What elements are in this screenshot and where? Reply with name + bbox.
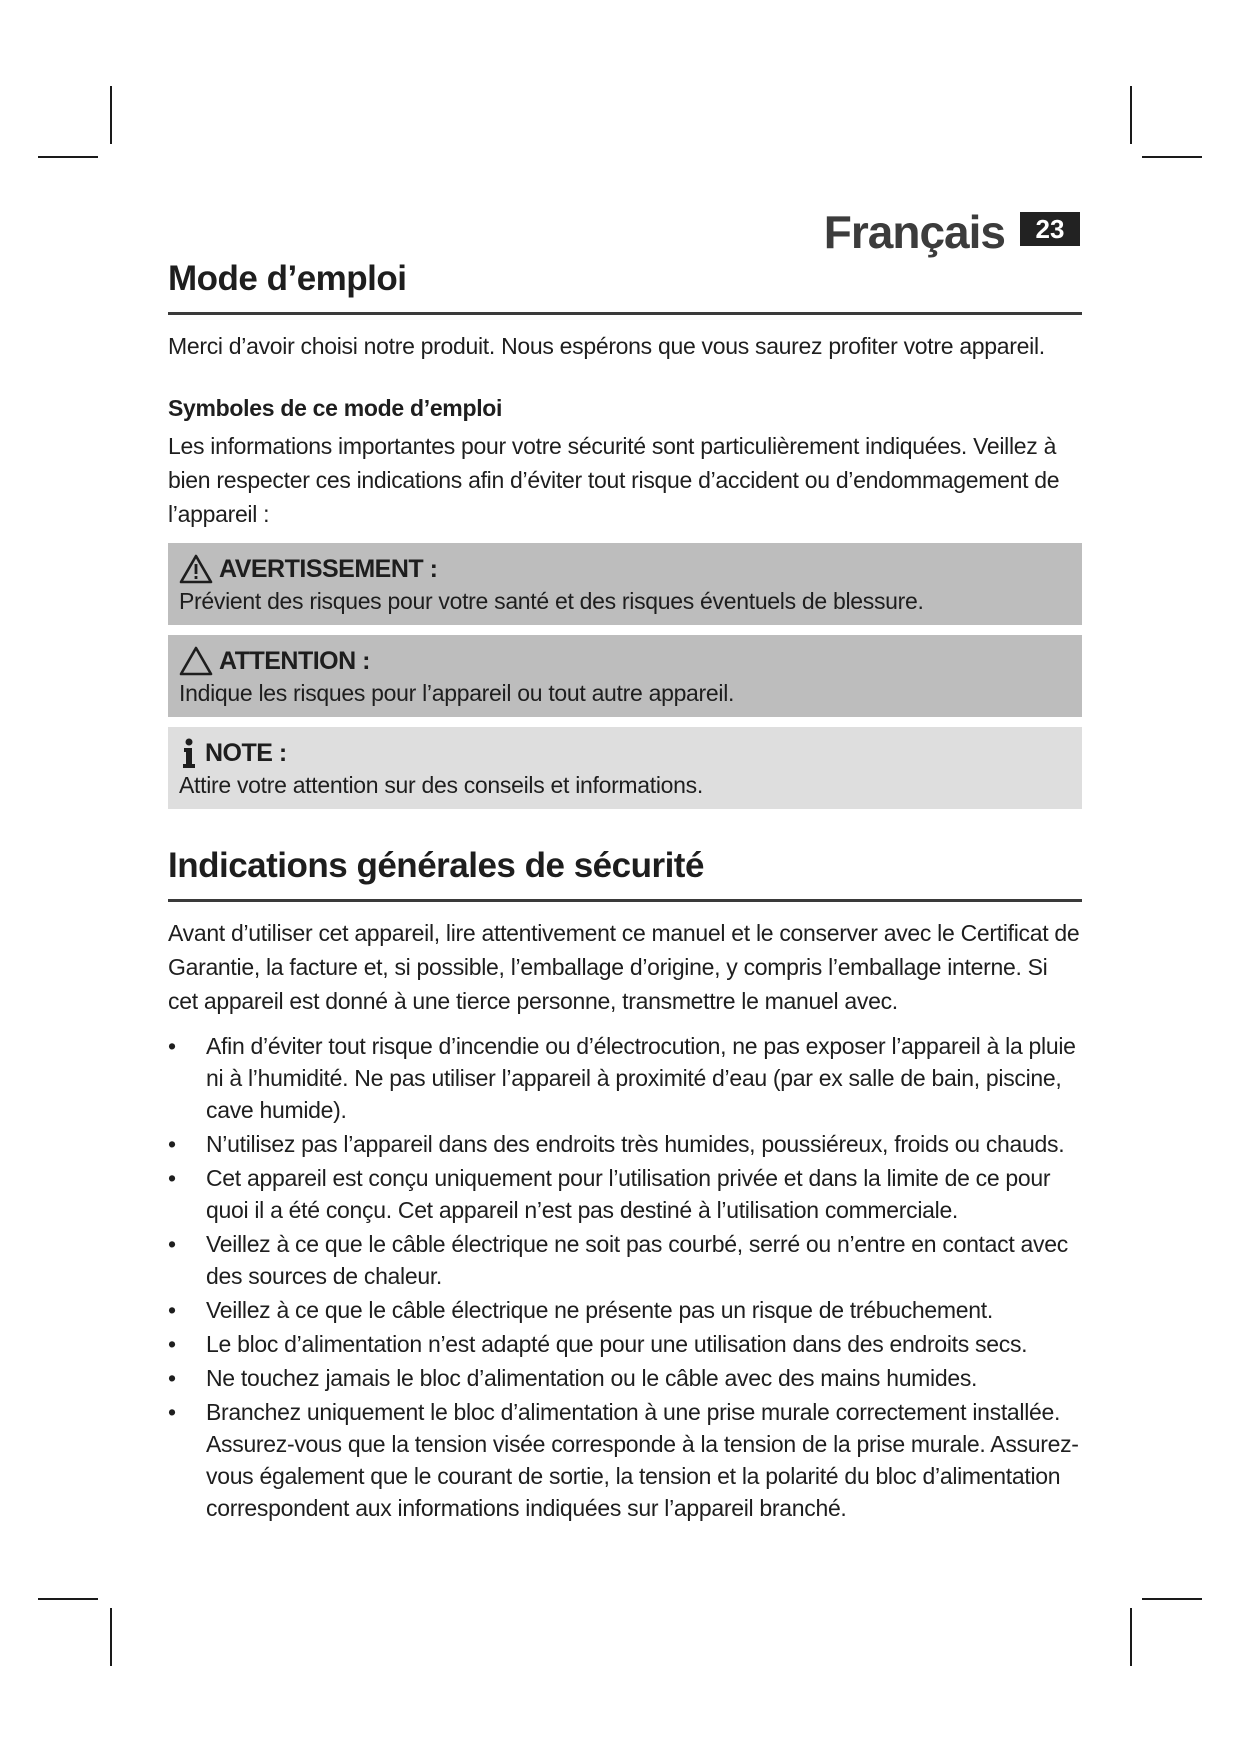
page-content (168, 258, 1082, 1526)
crop-mark (1130, 86, 1132, 144)
warning-text: Prévient des risques pour votre santé et des risques éventuels de blessure. (179, 588, 924, 614)
intro-paragraph: Merci d’avoir choisi notre produit. Nous espérons que vous saurez profiter votre appareil. (168, 333, 1045, 359)
list-item: • Afin d’éviter tout risque d’incendie ou d’électrocution, ne pas exposer l’appareil à la pluie ni à l’humidité. Ne pas utiliser l’appareil à proximité d’eau (par ex salle de bain, piscine, cave humide). (168, 1030, 1082, 1126)
language-label: Français (823, 206, 1005, 258)
page-number: 23 (1020, 212, 1080, 246)
crop-mark (1142, 156, 1202, 158)
safety-intro: Avant d’utiliser cet appareil, lire attentivement ce manuel et le conserver avec le Certificat de Garantie, la facture et, si possible, l’emballage d’origine, y compris l’emballage interne. Si cet appareil est donné à une tierce personne, transmettre le manuel avec. (168, 920, 1080, 1014)
list-item: • Cet appareil est conçu uniquement pour l’utilisation privée et dans la limite de ce pour quoi il a été conçu. Cet appareil n’est pas destiné à l’utilisation commerciale. (168, 1162, 1082, 1226)
crop-mark (110, 86, 112, 144)
list-item: • Veillez à ce que le câble électrique ne soit pas courbé, serré ou n’entre en contact avec des sources de chaleur. (168, 1228, 1082, 1292)
warning-icon (179, 554, 213, 584)
crop-mark (110, 1608, 112, 1666)
crop-mark (38, 156, 98, 158)
bullet-icon: • (168, 1231, 176, 1257)
bullet-icon: • (168, 1331, 176, 1357)
warning-box (168, 543, 1082, 625)
list-item: • N’utilisez pas l’appareil dans des endroits très humides, poussiéreux, froids ou chauds. (168, 1128, 1082, 1160)
section-rule (168, 899, 1082, 902)
bullet-icon: • (168, 1165, 176, 1191)
bullet-icon: • (168, 1365, 176, 1391)
attention-box (168, 635, 1082, 717)
note-box (168, 727, 1082, 809)
list-item: • Veillez à ce que le câble électrique ne présente pas un risque de trébuchement. (168, 1294, 1082, 1326)
info-icon (179, 737, 199, 769)
bullet-icon: • (168, 1131, 176, 1157)
list-item: • Ne touchez jamais le bloc d’alimentation ou le câble avec des mains humides. (168, 1362, 1082, 1394)
safety-section (168, 845, 1082, 1524)
safety-list (168, 1030, 1082, 1524)
bullet-icon: • (168, 1297, 176, 1323)
section-rule (168, 312, 1082, 315)
warning-title: AVERTISSEMENT : (219, 555, 438, 583)
section-title-mode-emploi: Mode d’emploi (168, 259, 407, 298)
crop-mark (38, 1598, 98, 1600)
crop-mark (1130, 1608, 1132, 1666)
bullet-icon: • (168, 1033, 176, 1059)
attention-icon (179, 646, 213, 676)
note-text: Attire votre attention sur des conseils et informations. (179, 772, 703, 798)
list-item: • Le bloc d’alimentation n’est adapté que pour une utilisation dans des endroits secs. (168, 1328, 1082, 1360)
note-title: NOTE : (205, 739, 287, 767)
symbols-heading: Symboles de ce mode d’emploi (168, 395, 503, 421)
attention-text: Indique les risques pour l’appareil ou tout autre appareil. (179, 680, 735, 706)
section-title-securite: Indications générales de sécurité (168, 846, 704, 885)
symbols-paragraph: Les informations importantes pour votre sécurité sont particulièrement indiquées. Veillez à bien respecter ces indications afin d’éviter tout risque d’accident ou d’endommagement de l’appareil : (168, 433, 1060, 527)
list-item: • Branchez uniquement le bloc d’alimentation à une prise murale correctement installée. Assurez-vous que la tension visée corresponde à la tension de la prise murale. Assurez-vous également que le courant de sortie, la tension et la polarité du bloc d’alimentation correspondent aux informations indiquées sur l’appareil branché. (168, 1396, 1082, 1524)
attention-title: ATTENTION : (219, 647, 370, 675)
crop-mark (1142, 1598, 1202, 1600)
bullet-icon: • (168, 1399, 176, 1425)
